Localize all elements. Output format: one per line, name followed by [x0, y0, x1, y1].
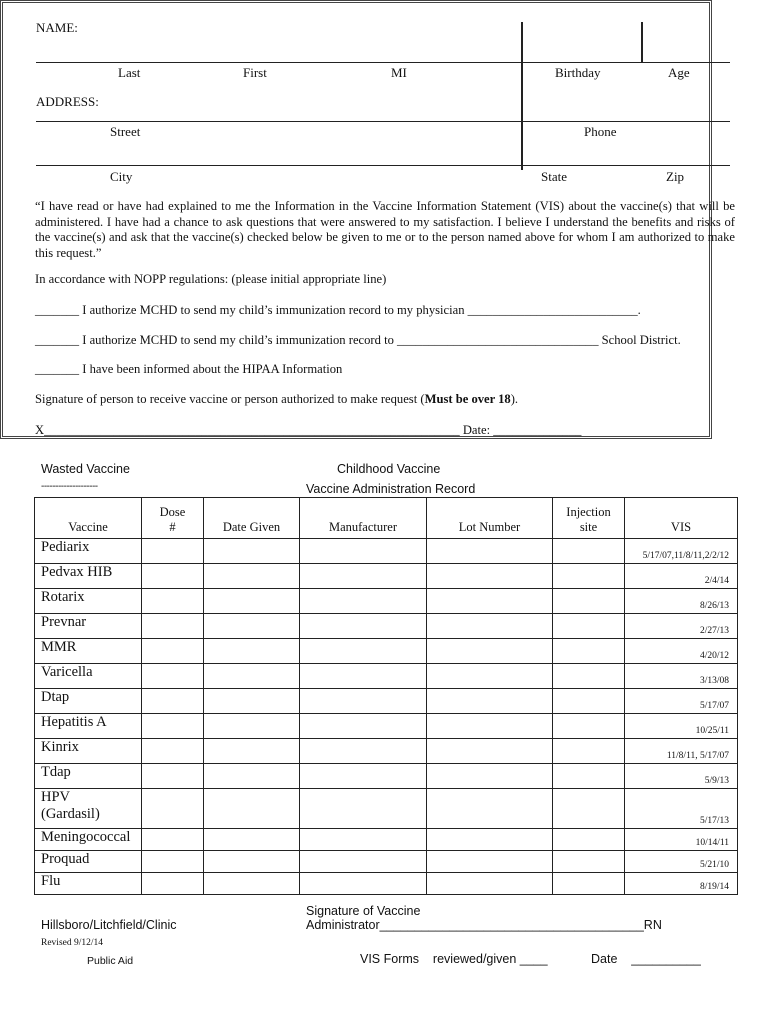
vaccine-name: HPV (Gardasil) [35, 789, 142, 829]
zip-label: Zip [666, 169, 685, 184]
lot-number-cell[interactable] [427, 639, 553, 664]
date-given-cell[interactable] [204, 589, 300, 614]
table-row [35, 739, 738, 764]
lot-number-cell[interactable] [427, 739, 553, 764]
table-header [35, 498, 738, 539]
age-label: Age [668, 65, 690, 80]
lot-number-cell[interactable] [427, 851, 553, 873]
sig-text: Signature of person to receive vaccine or person authorized to make request ( [35, 392, 425, 406]
manufacturer-cell[interactable] [300, 614, 427, 639]
lot-number-cell[interactable] [427, 873, 553, 895]
column-header: Lot Number [427, 498, 553, 539]
clinic-label: Hillsboro/Litchfield/Clinic [41, 918, 177, 932]
dose-cell[interactable] [142, 764, 204, 789]
table-row [35, 664, 738, 689]
vis-date: 10/25/11 [625, 714, 738, 739]
lot-number-cell[interactable] [427, 589, 553, 614]
manufacturer-cell[interactable] [300, 789, 427, 829]
injection-site-cell[interactable] [553, 639, 625, 664]
vaccine-name: MMR [35, 639, 142, 664]
lot-number-cell[interactable] [427, 789, 553, 829]
manufacturer-cell[interactable] [300, 564, 427, 589]
name-label: NAME: [36, 20, 78, 35]
table-row [35, 789, 738, 829]
manufacturer-cell[interactable] [300, 739, 427, 764]
dose-cell[interactable] [142, 851, 204, 873]
sig-end: ). [510, 392, 519, 406]
vis-forms-line[interactable]: VIS Forms reviewed/given ____ [360, 952, 548, 966]
lot-number-cell[interactable] [427, 829, 553, 851]
address-label: ADDRESS: [36, 94, 99, 109]
injection-site-cell[interactable] [553, 664, 625, 689]
column-header: Injection site [553, 498, 625, 539]
table-row [35, 539, 738, 564]
table-row [35, 564, 738, 589]
date-given-cell[interactable] [204, 539, 300, 564]
record-title: Vaccine Administration Record [306, 482, 476, 496]
dose-cell[interactable] [142, 614, 204, 639]
dose-cell[interactable] [142, 789, 204, 829]
manufacturer-cell[interactable] [300, 539, 427, 564]
table-row [35, 639, 738, 664]
dose-cell[interactable] [142, 739, 204, 764]
authorize-school-line[interactable]: _______ I authorize MCHD to send my child’s immunization record to ________________________________ School District. [35, 333, 681, 347]
table-row [35, 689, 738, 714]
vaccine-name: Hepatitis A [35, 714, 142, 739]
injection-site-cell[interactable] [553, 564, 625, 589]
dose-cell[interactable] [142, 714, 204, 739]
vis-date: 2/27/13 [625, 614, 738, 639]
injection-site-cell[interactable] [553, 764, 625, 789]
manufacturer-cell[interactable] [300, 589, 427, 614]
dose-cell[interactable] [142, 639, 204, 664]
vis-date: 5/17/07 [625, 689, 738, 714]
injection-site-cell[interactable] [553, 689, 625, 714]
table-row [35, 829, 738, 851]
first-name-label: First [243, 65, 267, 80]
column-header: VIS [625, 498, 738, 539]
injection-site-cell[interactable] [553, 589, 625, 614]
injection-site-cell[interactable] [553, 714, 625, 739]
birthday-label: Birthday [555, 65, 601, 80]
injection-site-cell[interactable] [553, 539, 625, 564]
date-given-cell[interactable] [204, 739, 300, 764]
vaccine-name: Rotarix [35, 589, 142, 614]
state-label: State [541, 169, 567, 184]
column-header: Date Given [204, 498, 300, 539]
date-given-cell[interactable] [204, 614, 300, 639]
injection-site-cell[interactable] [553, 873, 625, 895]
dose-cell[interactable] [142, 689, 204, 714]
dose-cell[interactable] [142, 829, 204, 851]
vis-date: 8/26/13 [625, 589, 738, 614]
vis-date: 5/21/10 [625, 851, 738, 873]
vaccine-name: Prevnar [35, 614, 142, 639]
city-underline[interactable] [36, 165, 730, 166]
vaccine-table [34, 497, 738, 895]
column-header: Dose # [142, 498, 204, 539]
injection-site-cell[interactable] [553, 614, 625, 639]
dose-cell[interactable] [142, 664, 204, 689]
childhood-vaccine-title: Childhood Vaccine [337, 462, 441, 476]
manufacturer-cell[interactable] [300, 689, 427, 714]
date-given-cell[interactable] [204, 873, 300, 895]
admin-signature-label: Signature of Vaccine [306, 904, 421, 918]
vaccine-name: Pediarix [35, 539, 142, 564]
vis-date: 10/14/11 [625, 829, 738, 851]
manufacturer-cell[interactable] [300, 664, 427, 689]
vaccine-name: Pedvax HIB [35, 564, 142, 589]
divider-vertical [521, 22, 523, 170]
lot-number-cell[interactable] [427, 564, 553, 589]
last-name-label: Last [118, 65, 141, 80]
date-given-cell[interactable] [204, 689, 300, 714]
date-given-cell[interactable] [204, 829, 300, 851]
divider-age [641, 22, 643, 62]
vaccine-name: Varicella [35, 664, 142, 689]
table-row [35, 764, 738, 789]
vis-date: 11/8/11, 5/17/07 [625, 739, 738, 764]
manufacturer-cell[interactable] [300, 764, 427, 789]
dose-cell[interactable] [142, 539, 204, 564]
dose-cell[interactable] [142, 873, 204, 895]
lot-number-cell[interactable] [427, 714, 553, 739]
date-given-cell[interactable] [204, 789, 300, 829]
vaccine-name: Proquad [35, 851, 142, 873]
injection-site-cell[interactable] [553, 739, 625, 764]
signature-date-line[interactable]: X__________________________________________________________________ Date: ______________ [35, 423, 582, 437]
table-row [35, 589, 738, 614]
consent-statement: “I have read or have had explained to me the Information in the Vaccine Information Statement (VIS) about the vaccine(s) that will be administered. I have had a chance to ask questions that were answered to my satisfaction. I believe I understand the benefits and risks of the vaccine(s) and ask that the vaccine(s) checked below be given to me or to the person named above for whom I am authorized to make this request.” [35, 199, 735, 260]
revised-date: Revised 9/12/14 [41, 938, 104, 948]
injection-site-cell[interactable] [553, 789, 625, 829]
date-given-cell[interactable] [204, 851, 300, 873]
vis-date: 5/17/07,11/8/11,2/2/12 [625, 539, 738, 564]
dose-cell[interactable] [142, 564, 204, 589]
lot-number-cell[interactable] [427, 664, 553, 689]
table-row [35, 873, 738, 895]
signature-instruction [35, 392, 518, 407]
dose-cell[interactable] [142, 589, 204, 614]
date-given-cell[interactable] [204, 764, 300, 789]
street-label: Street [110, 124, 141, 139]
vis-date: 8/19/14 [625, 873, 738, 895]
vis-date: 3/13/08 [625, 664, 738, 689]
phone-label: Phone [584, 124, 617, 139]
vaccine-name: Tdap [35, 764, 142, 789]
injection-site-cell[interactable] [553, 829, 625, 851]
injection-site-cell[interactable] [553, 851, 625, 873]
public-aid-label: Public Aid [87, 955, 134, 967]
nopp-statement: In accordance with NOPP regulations: (please initial appropriate line) [35, 272, 387, 286]
wasted-vaccine-line[interactable]: -------------------- [41, 481, 98, 492]
vis-date: 4/20/12 [625, 639, 738, 664]
street-underline[interactable] [36, 121, 730, 122]
table-row [35, 714, 738, 739]
date-given-cell[interactable] [204, 639, 300, 664]
lot-number-cell[interactable] [427, 539, 553, 564]
table-row [35, 614, 738, 639]
manufacturer-cell[interactable] [300, 873, 427, 895]
vis-date: 5/9/13 [625, 764, 738, 789]
manufacturer-cell[interactable] [300, 851, 427, 873]
authorize-physician-line[interactable]: _______ I authorize MCHD to send my child’s immunization record to my physician ___________________________. [35, 303, 641, 317]
table-body [35, 539, 738, 895]
vis-date: 2/4/14 [625, 564, 738, 589]
sig-bold: Must be over 18 [424, 392, 511, 406]
column-header: Vaccine [35, 498, 142, 539]
footer-date-line[interactable]: Date __________ [591, 952, 701, 966]
column-header: Manufacturer [300, 498, 427, 539]
lot-number-cell[interactable] [427, 614, 553, 639]
table-row [35, 851, 738, 873]
vaccine-name: Kinrix [35, 739, 142, 764]
admin-signature-line[interactable]: Administrator______________________________________RN [306, 918, 662, 932]
manufacturer-cell[interactable] [300, 639, 427, 664]
mi-label: MI [391, 65, 407, 80]
date-given-cell[interactable] [204, 564, 300, 589]
lot-number-cell[interactable] [427, 764, 553, 789]
vis-date: 5/17/13 [625, 789, 738, 829]
vaccine-name: Meningococcal [35, 829, 142, 851]
vaccine-name: Flu [35, 873, 142, 895]
hipaa-line[interactable]: _______ I have been informed about the HIPAA Information [35, 362, 343, 376]
date-given-cell[interactable] [204, 714, 300, 739]
manufacturer-cell[interactable] [300, 714, 427, 739]
vaccine-name: Dtap [35, 689, 142, 714]
city-label: City [110, 169, 133, 184]
manufacturer-cell[interactable] [300, 829, 427, 851]
date-given-cell[interactable] [204, 664, 300, 689]
name-underline[interactable] [36, 62, 730, 63]
wasted-vaccine-label: Wasted Vaccine [41, 462, 130, 476]
lot-number-cell[interactable] [427, 689, 553, 714]
